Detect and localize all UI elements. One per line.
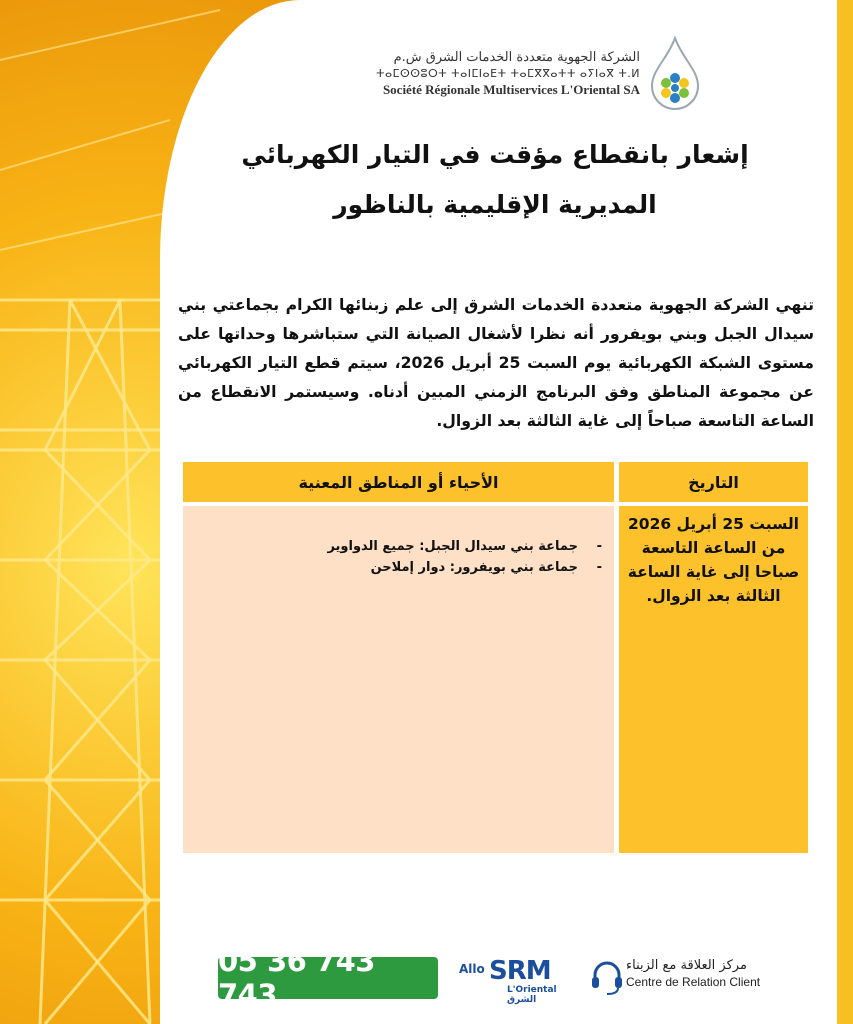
list-item: [206, 557, 606, 578]
logo-arabic-name: الشركة الجهوية متعددة الخدمات الشرق ش.م: [393, 50, 640, 65]
table-cell-areas: [183, 506, 614, 853]
notice-body: تنهي الشركة الجهوية متعددة الخدمات الشرق إلى علم زبنائها الكرام بجماعتي بني سيدال الجبل وبني بويفرور أنه نظرا لأشغال الصيانة التي ستباشرها وحداتها على مستوى الشبكة الكهربائية يوم السبت 25 أبريل 2026، سيتم قطع التيار الكهربائي عن مجموعة المناطق وفق البرنامج الزمني المبين أدناه. وسيستمر الانقطاع من الساعة التاسعة صباحاً إلى غاية الثالثة بعد الزوال.: [178, 295, 814, 430]
srm-subtitle: L'Oriental الشرق: [507, 985, 557, 1005]
allo-text: Allo: [459, 962, 485, 976]
logo-french-name: Société Régionale Multiservices L'Oriental SA: [382, 82, 640, 97]
area-text: جماعة بني سيدال الجبل: جميع الدواوير: [327, 539, 578, 554]
list-item: [206, 536, 606, 557]
company-logo: [310, 34, 702, 114]
list-bullet: -: [596, 560, 602, 575]
logo-text: [376, 50, 640, 98]
table-header-date: التاريخ: [619, 462, 808, 502]
table-cell-date: [619, 506, 808, 853]
area-text: جماعة بني بويفرور: دوار إملاحن: [370, 560, 578, 575]
crc-french: Centre de Relation Client: [626, 975, 761, 989]
headset-icon: [590, 958, 624, 996]
notice-subtitle: المديرية الإقليمية بالناظور: [333, 190, 657, 219]
srm-text: SRM: [489, 956, 551, 986]
outage-date-time: السبت 25 أبريل 2026 من الساعة التاسعة صباحا إلى غاية الساعة الثالثة بعد الزوال.: [627, 515, 800, 605]
list-bullet: -: [596, 539, 602, 554]
water-drop-logo-icon: [648, 36, 702, 112]
areas-list: [206, 536, 606, 578]
table-header-areas: الأحياء أو المناطق المعنية: [183, 462, 614, 502]
footer-contact: [216, 944, 776, 1012]
logo-tifinagh-name: ⵜⴰⵎⵙⵙⵓⵔⵜ ⵜⴰⵏⵎⵏⴰⴹⵜ ⵜⴰⵎⴳⴳⴰⵜⵜ ⴰⵢⵏⴰⴳ ⵜ.ⵍ: [376, 67, 640, 80]
notice-title: إشعار بانقطاع مؤقت في التيار الكهربائي: [241, 140, 749, 169]
crc-arabic: مركز العلاقة مع الزبناء: [626, 958, 747, 973]
phone-number[interactable]: 05 36 743 743: [218, 957, 438, 999]
customer-relation-center: [626, 958, 776, 989]
allo-srm-logo: [459, 956, 589, 1005]
